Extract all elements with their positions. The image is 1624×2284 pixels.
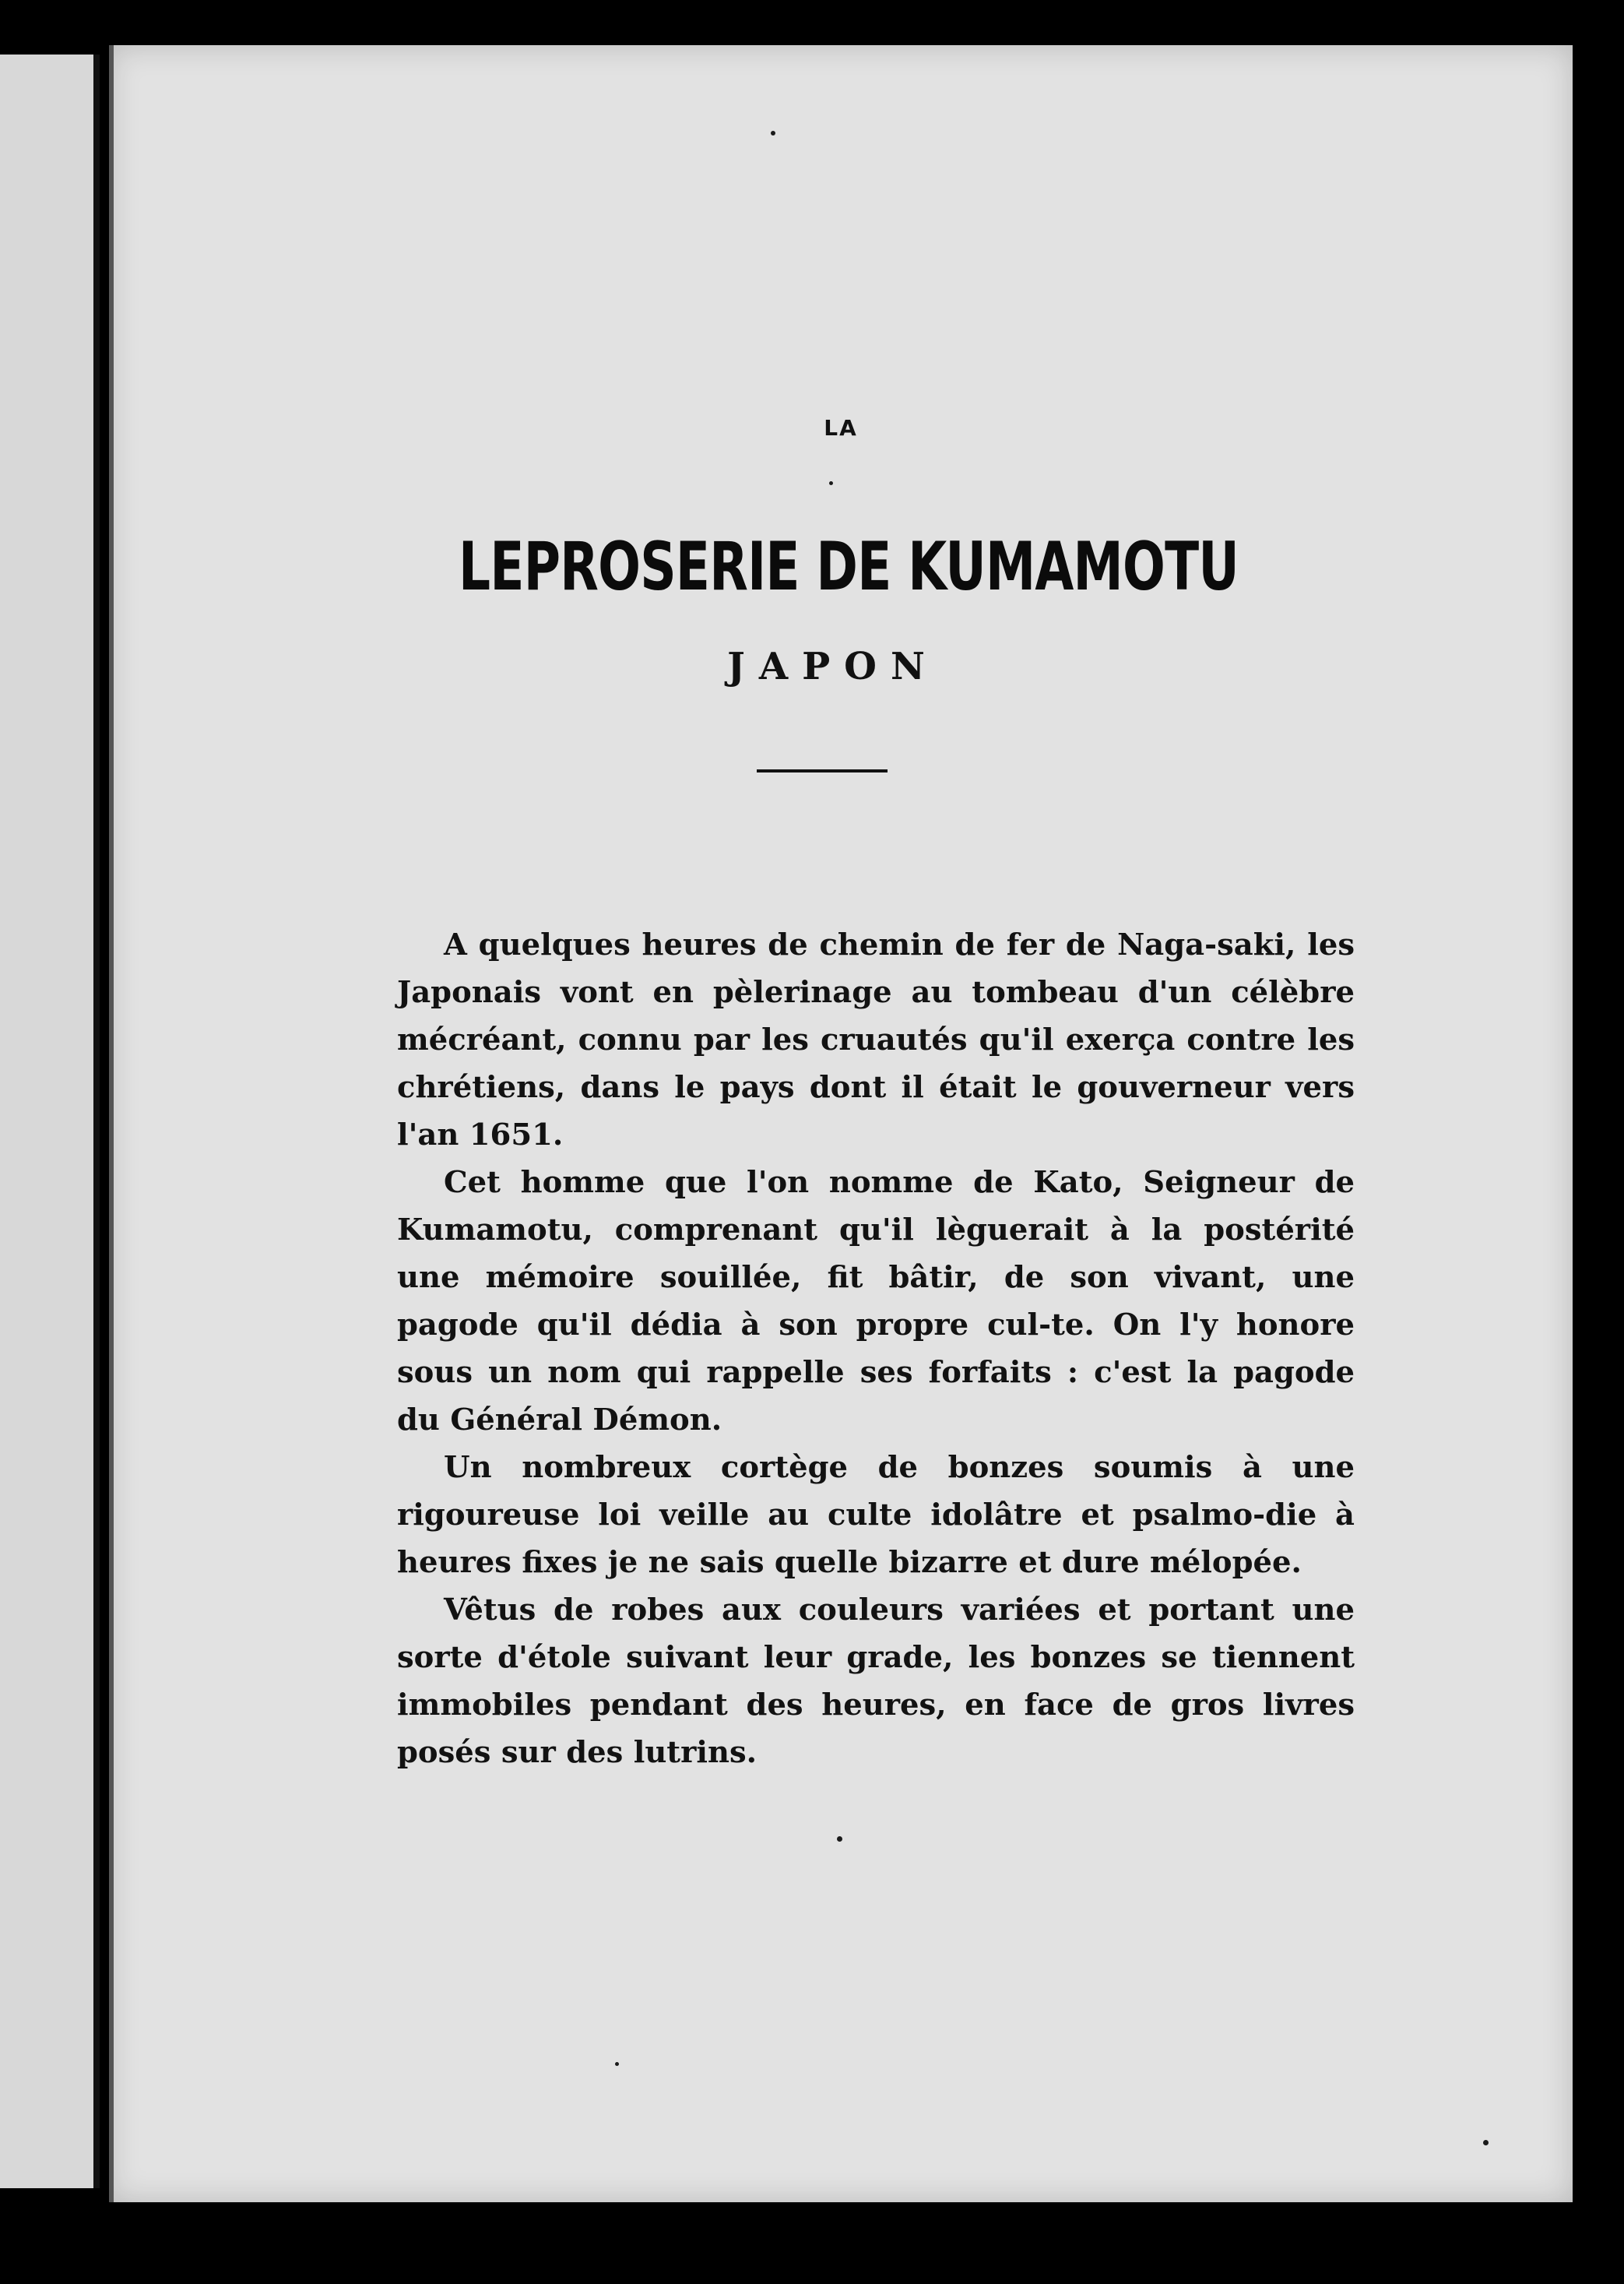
page-title: LEPROSERIE DE KUMAMOTU xyxy=(459,528,1239,606)
ink-speck xyxy=(1483,2140,1489,2145)
title-divider xyxy=(757,769,888,772)
page-binding-edge xyxy=(109,45,114,2202)
previous-page-edge xyxy=(0,55,100,2188)
document-page xyxy=(109,45,1573,2202)
ink-speck xyxy=(615,2062,619,2066)
previous-page-shadow xyxy=(93,55,100,2188)
body-text xyxy=(397,921,1355,1776)
paragraph-2: Cet homme que l'on nomme de Kato, Seigneur de Kumamotu, comprenant qu'il lèguerait à la postérité une mémoire souillée, fit bâtir, de son vivant, une pagode qu'il dédia à son propre cul-te. On l'y honore sous un nom qui rappelle ses forfaits : c'est la pagode du Général Démon. xyxy=(397,1165,1355,1438)
ink-speck xyxy=(771,131,775,135)
paragraph-4: Vêtus de robes aux couleurs variées et portant une sorte d'étole suivant leur grade, les bonzes se tiennent immobiles pendant des heures, en face de gros livres posés sur des lutrins. xyxy=(397,1592,1355,1770)
title-article: LA xyxy=(824,415,858,441)
ink-speck xyxy=(829,481,833,485)
ink-speck xyxy=(837,1836,842,1842)
page-subtitle: JAPON xyxy=(727,645,939,688)
paragraph-3: Un nombreux cortège de bonzes soumis à une rigoureuse loi veille au culte idolâtre et psalmo-die à heures fixes je ne sais quelle bizarre et dure mélopée. xyxy=(397,1450,1355,1580)
paragraph-1: A quelques heures de chemin de fer de Naga-saki, les Japonais vont en pèlerinage au tombeau d'un célèbre mécréant, connu par les cruautés qu'il exerça contre les chrétiens, dans le pays dont il était le gouverneur vers l'an 1651. xyxy=(397,927,1355,1153)
